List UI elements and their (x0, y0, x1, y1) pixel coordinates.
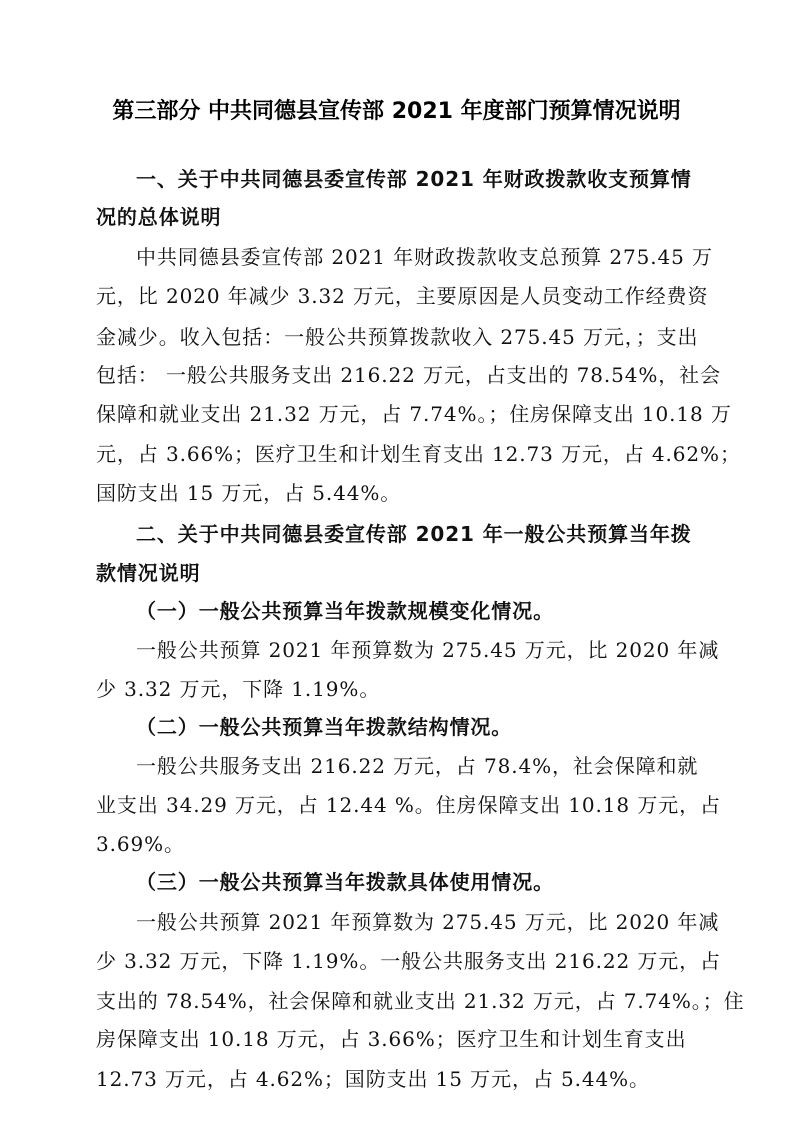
paragraph-line: 包括： 一般公共服务支出 216.22 万元，占支出的 78.54%，社会 (96, 363, 721, 387)
section-heading-line: 况的总体说明 (96, 205, 222, 229)
paragraph-line: 金减少。收入包括：一般公共预算拨款收入 275.45 万元，；支出 (96, 325, 699, 349)
paragraph-line: 房保障支出 10.18 万元，占 3.66%；医疗卫生和计划生育支出 (96, 1027, 687, 1051)
section-heading-line: （二）一般公共预算当年拨款结构情况。 (136, 715, 513, 739)
paragraph-line: 一般公共服务支出 216.22 万元，占 78.4%，社会保障和就 (136, 754, 699, 778)
paragraph-line: 元，占 3.66%；医疗卫生和计划生育支出 12.73 万元，占 4.62%； (96, 442, 741, 466)
document-title: 第三部分 中共同德县宣传部 2021 年度部门预算情况说明 (112, 99, 681, 124)
paragraph-line: 中共同德县委宣传部 2021 年财政拨款收支总预算 275.45 万 (136, 245, 713, 269)
paragraph-line: 一般公共预算 2021 年预算数为 275.45 万元，比 2020 年减 (136, 910, 720, 934)
paragraph-line: 一般公共预算 2021 年预算数为 275.45 万元，比 2020 年减 (136, 638, 720, 662)
paragraph-line: 3.69%。 (96, 832, 185, 856)
paragraph-line: 业支出 34.29 万元，占 12.44 %。住房保障支出 10.18 万元，占 (96, 793, 721, 817)
section-heading-line: 款情况说明 (96, 561, 201, 585)
section-heading-line: （一）一般公共预算当年拨款规模变化情况。 (136, 599, 554, 623)
paragraph-line: 元，比 2020 年减少 3.32 万元，主要原因是人员变动工作经费资 (96, 284, 709, 308)
paragraph-line: 少 3.32 万元，下降 1.19%。一般公共服务支出 216.22 万元，占 (96, 949, 721, 973)
section-heading-line: （三）一般公共预算当年拨款具体使用情况。 (136, 870, 554, 894)
section-heading-line: 一、关于中共同德县委宣传部 2021 年财政拨款收支预算情 (136, 167, 692, 191)
paragraph-line: 少 3.32 万元，下降 1.19%。 (96, 677, 381, 701)
paragraph-line: 支出的 78.54%，社会保障和就业支出 21.32 万元，占 7.74%。；住 (96, 989, 745, 1013)
paragraph-line: 国防支出 15 万元，占 5.44%。 (96, 481, 402, 505)
paragraph-line: 12.73 万元，占 4.62%；国防支出 15 万元，占 5.44%。 (96, 1067, 650, 1091)
section-heading-line: 二、关于中共同德县委宣传部 2021 年一般公共预算当年拨 (136, 522, 692, 546)
paragraph-line: 保障和就业支出 21.32 万元，占 7.74%。；住房保障支出 10.18 万 (96, 402, 732, 426)
